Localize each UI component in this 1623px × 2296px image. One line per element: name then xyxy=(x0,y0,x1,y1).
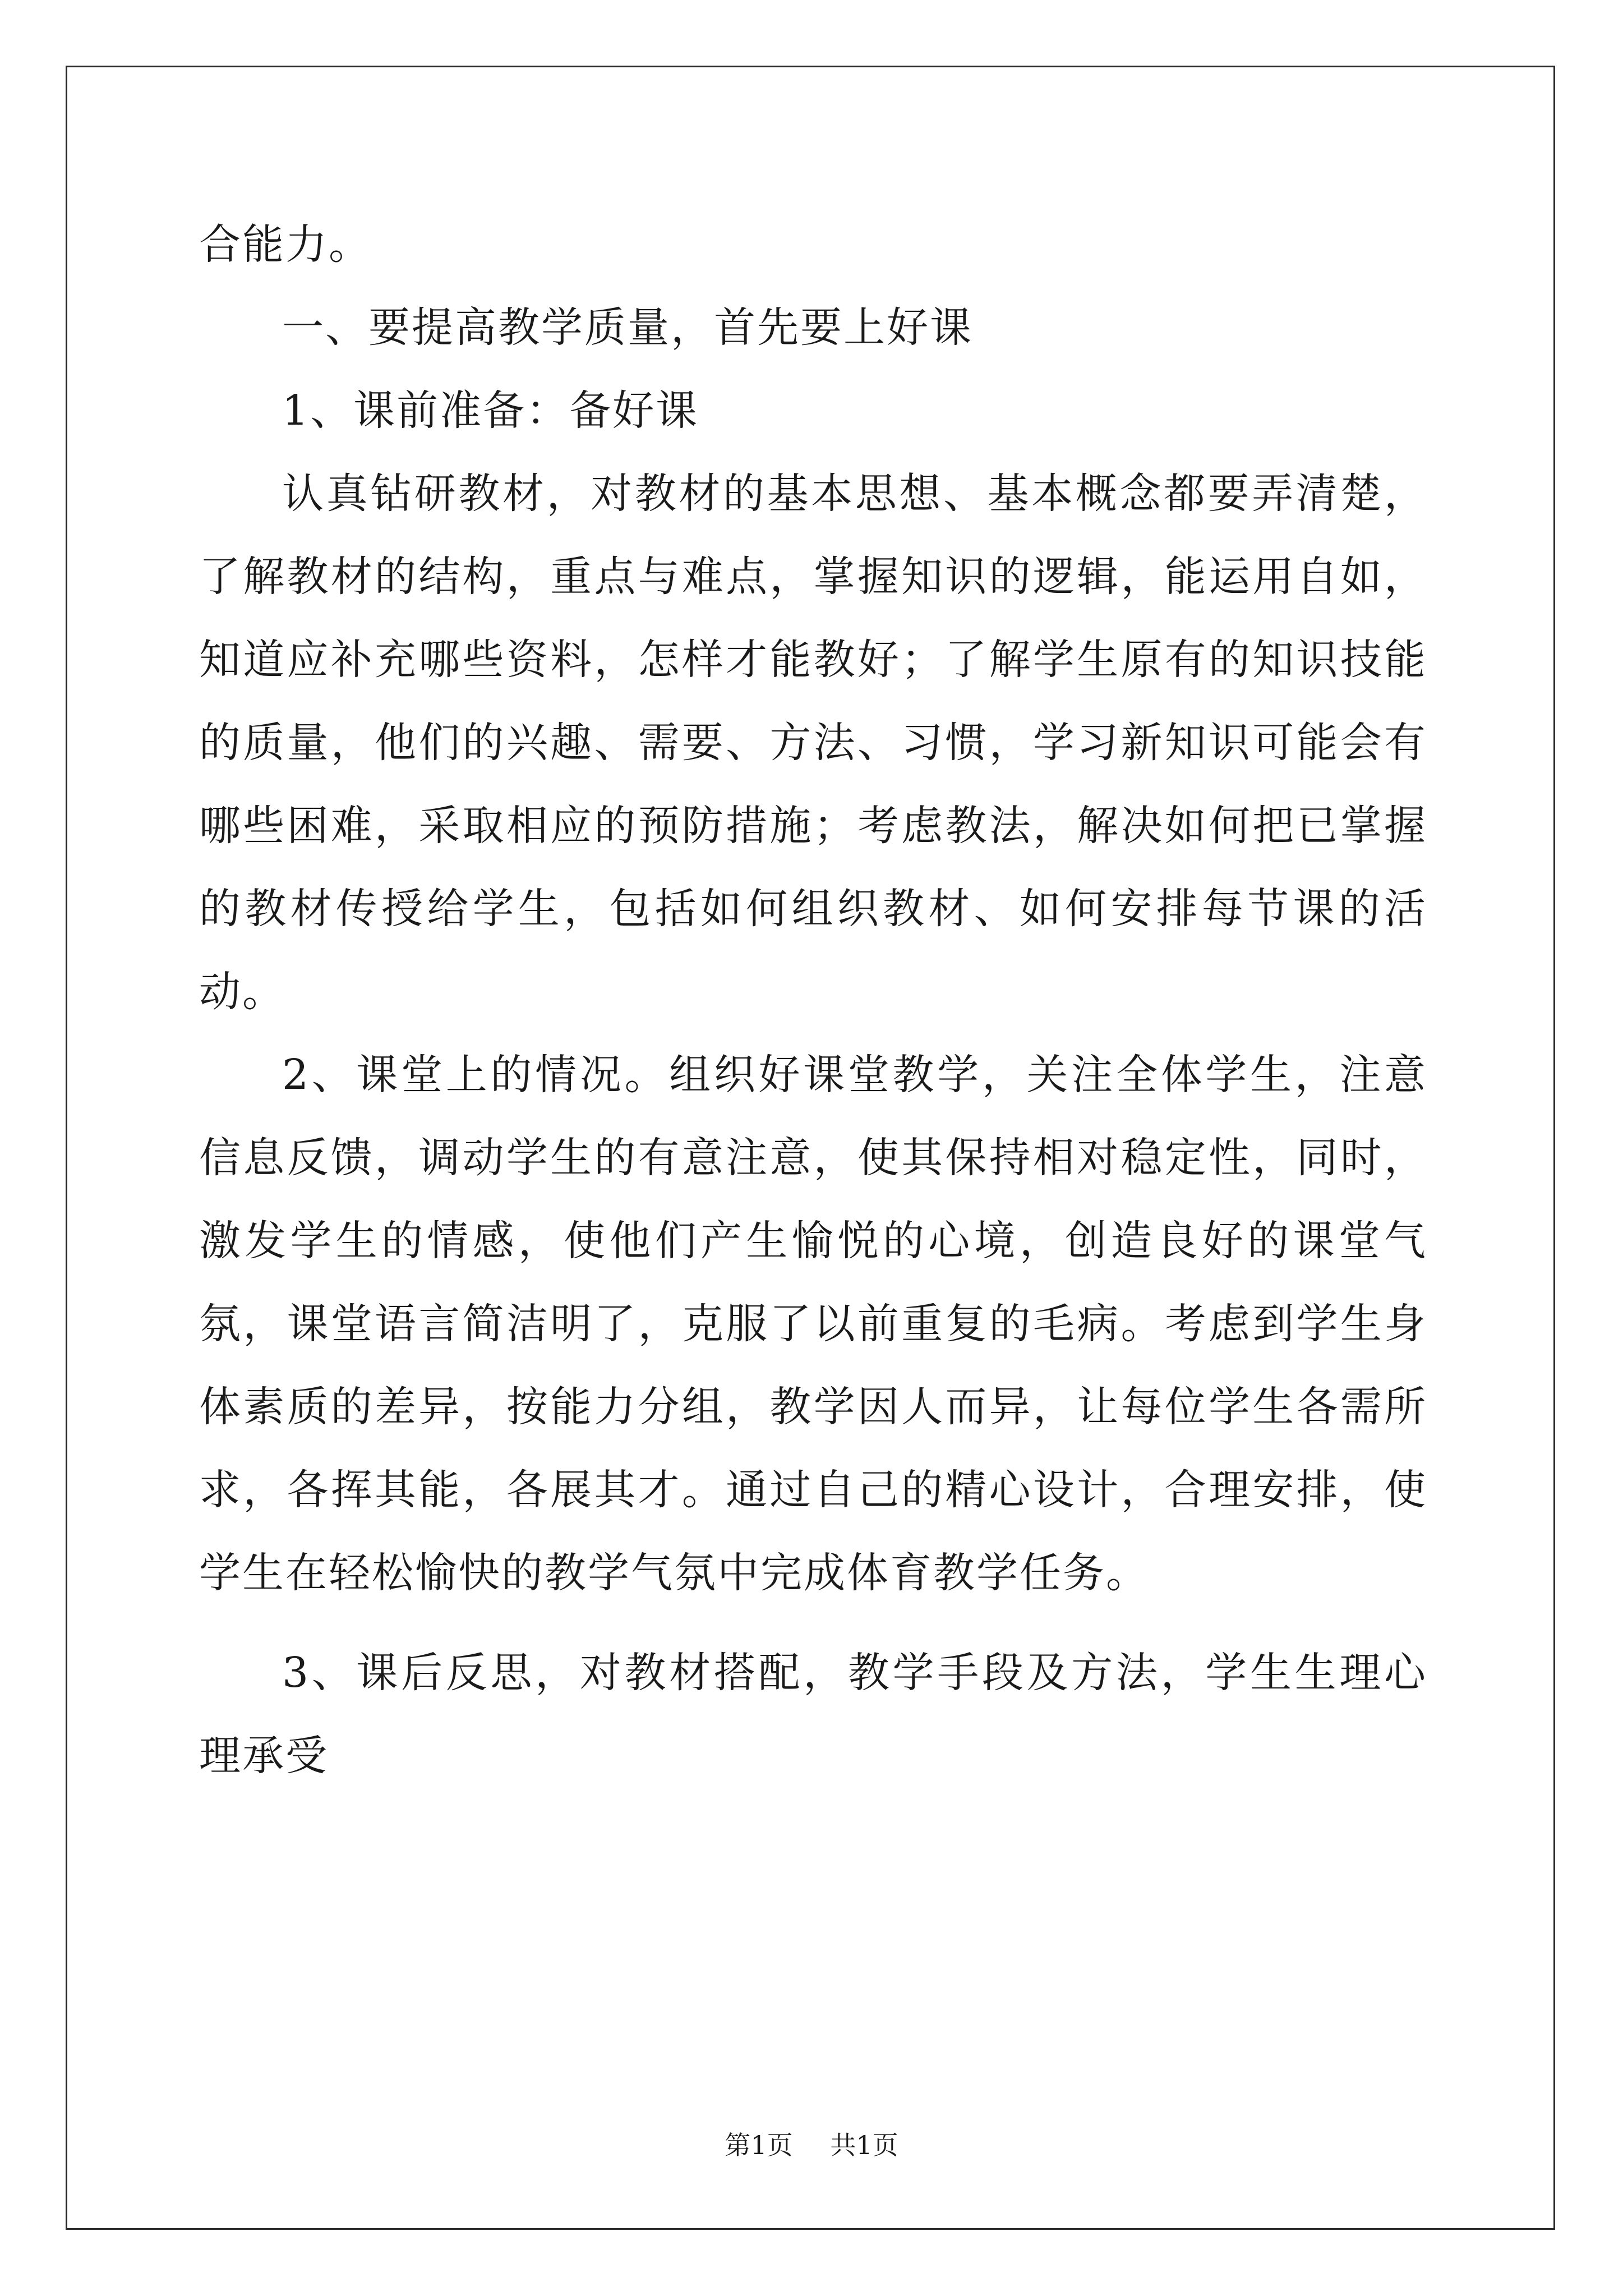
page-number: 第1页 xyxy=(725,2130,793,2160)
document-body xyxy=(199,203,1427,1797)
page-footer xyxy=(0,2125,1623,2162)
paragraph: 认真钻研教材，对教材的基本思想、基本概念都要弄清楚，了解教材的结构，重点与难点，掌握知识的逻辑，能运用自如，知道应补充哪些资料，怎样才能教好；了解学生原有的知识技能的质量，他们的兴趣、需要、方法、习惯，学习新知识可能会有哪些困难，采取相应的预防措施；考虑教法，解决如何把已掌握的教材传授给学生，包括如何组织教材、如何安排每节课的活动。 xyxy=(199,470,1427,1016)
paragraph: 2、课堂上的情况。组织好课堂教学，关注全体学生，注意信息反馈，调动学生的有意注意，使其保持相对稳定性，同时，激发学生的情感，使他们产生愉悦的心境，创造良好的课堂气氛，课堂语言简洁明了，克服了以前重复的毛病。考虑到学生身体素质的差异，按能力分组，教学因人而异，让每位学生各需所求，各挥其能，各展其才。通过自己的精心设计，合理安排，使学生在轻松愉快的教学气氛中完成体育教学任务。 xyxy=(199,1051,1427,1597)
paragraph-continuation: 合能力。 xyxy=(199,220,372,269)
subsection-heading: 1、课前准备：备好课 xyxy=(282,386,699,435)
section-heading: 一、要提高教学质量，首先要上好课 xyxy=(282,303,973,352)
page-total: 共1页 xyxy=(830,2130,898,2160)
paragraph: 3、课后反思，对教材搭配，教学手段及方法，学生生理心理承受 xyxy=(199,1649,1427,1780)
